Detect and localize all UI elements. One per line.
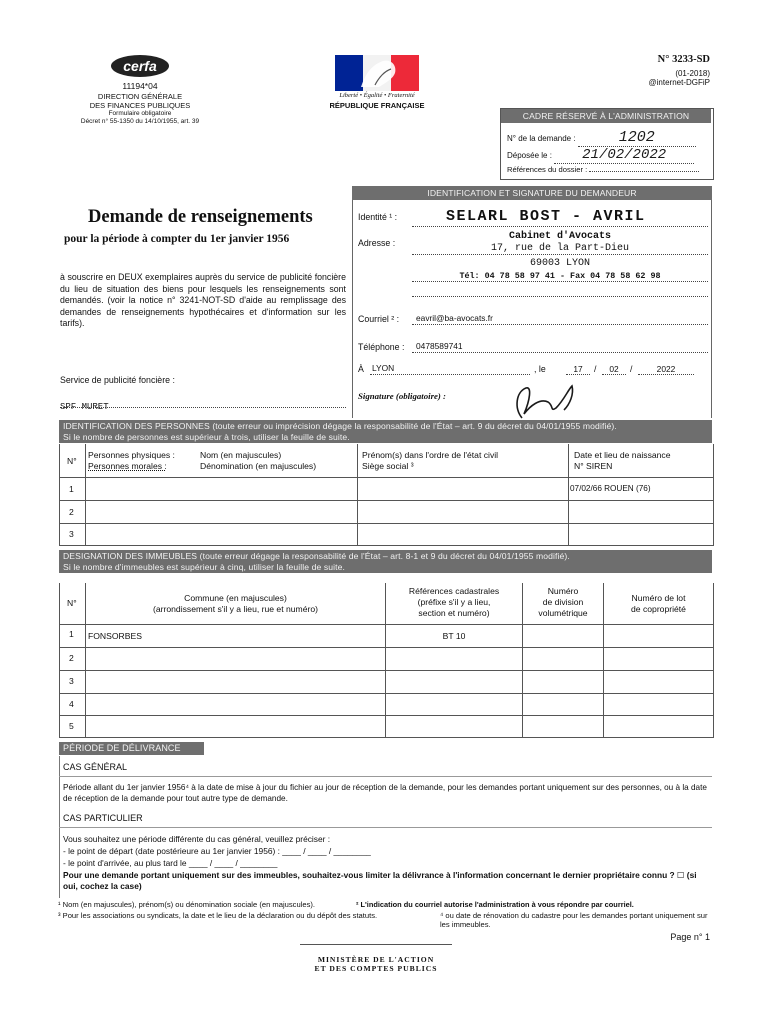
- date-sep-2: /: [630, 364, 633, 374]
- ministry-line-1: MINISTÈRE DE L'ACTION: [317, 955, 435, 964]
- service-field[interactable]: [60, 396, 346, 412]
- dernier-proprietaire-option[interactable]: Pour une demande portant uniquement sur des immeubles, souhaitez-vous limiter la délivrance à l'information concernant le dernier propriétaire connu ? ☐ (si oui, cochez la case): [63, 870, 697, 891]
- table-row: 1: [69, 484, 74, 494]
- courriel-label: Courriel ² :: [358, 314, 400, 324]
- footnote-3: ³ Pour les associations ou syndicats, la date et le lieu de la déclaration ou du dépôt des statuts.: [58, 911, 378, 920]
- immeubles-col-division-1: Numéro: [547, 586, 579, 596]
- marianne-logo: [335, 55, 419, 91]
- footnote-2: ² L'indication du courriel autorise l'administration à vous répondre par courriel.: [356, 900, 634, 909]
- periode-band: PÉRIODE DE DÉLIVRANCE: [59, 742, 204, 755]
- immeubles-col-commune-1: Commune (en majuscules): [184, 593, 287, 603]
- issuer-line-4: Décret n° 55-1350 du 14/10/1955, art. 39: [80, 118, 200, 125]
- motto: Liberté • Égalité • Fraternité: [339, 92, 415, 99]
- personnes-col-type-1: Personnes physiques :: [88, 450, 175, 460]
- cerfa-number: 11194*04: [122, 81, 158, 91]
- table-row: 3: [69, 676, 74, 686]
- description: à souscrire en DEUX exemplaires auprès du service de publicité foncière du lieu de situation des biens pour lesquels les renseignements sont demandés. (voir la notice n° 3241-NOT-SD d'aide au remplissage des demandes de renseignements hypothécaires et d'information sur les tarifs).: [60, 272, 346, 328]
- service-label: Service de publicité foncière :: [60, 375, 175, 385]
- immeubles-col-no: N°: [67, 598, 77, 608]
- issuer-line-2: DES FINANCES PUBLIQUES: [89, 101, 191, 110]
- date-prefix: , le: [534, 364, 546, 374]
- personnes-col-prenom-2: Siège social ³: [362, 461, 414, 471]
- cas-general-title: CAS GÉNÉRAL: [63, 762, 128, 772]
- immeubles-col-commune-2: (arrondissement s'il y a lieu, rue et numéro): [153, 604, 318, 614]
- date-sep-1: /: [594, 364, 597, 374]
- demandeur-band: IDENTIFICATION ET SIGNATURE DU DEMANDEUR: [352, 186, 712, 200]
- footnote-1: ¹ Nom (en majuscules), prénom(s) ou dénomination sociale (en majuscules).: [58, 900, 316, 909]
- immeubles-band: [59, 550, 712, 573]
- references-row: [507, 165, 707, 174]
- issuer-line-3: Formulaire obligatoire: [108, 110, 172, 117]
- deposee-label: Déposée le :: [507, 151, 552, 160]
- adresse-blank-line[interactable]: [412, 287, 708, 297]
- footer-rule: [300, 944, 452, 945]
- date-month[interactable]: 02: [602, 364, 626, 375]
- cerfa-logo-text: cerfa: [123, 58, 157, 74]
- deposee-row: [507, 147, 707, 164]
- immeubles-col-cadastre-1: Références cadastrales: [408, 586, 500, 596]
- immeubles-col-cadastre-2: (préfixe s'il y a lieu,: [417, 597, 491, 607]
- admin-box-title: CADRE RÉSERVÉ À L'ADMINISTRATION: [501, 109, 711, 123]
- cas-general-text: Période allant du 1er janvier 1956⁴ à la date de mise à jour du fichier au jour de réception de la demande, pour les demandes portant uniquement sur des personnes, ou à la date de réception de la demande pour tout autre type de demande.: [63, 783, 707, 803]
- form-source: @internet-DGFiP: [648, 78, 710, 87]
- demandeur-divider: [352, 200, 353, 418]
- immeubles-col-division-2: de division: [542, 597, 584, 607]
- immeuble-1-cadastre[interactable]: BT 10: [442, 631, 466, 641]
- table-row: 2: [69, 507, 74, 517]
- demande-field[interactable]: [578, 129, 696, 147]
- table-row: 1: [69, 629, 74, 639]
- lieu-value: LYON: [372, 363, 395, 373]
- telephone-value: 0478589741: [416, 341, 463, 351]
- immeuble-1-commune[interactable]: FONSORBES: [88, 631, 142, 641]
- cerfa-logo: [111, 55, 169, 77]
- lieu-field[interactable]: [370, 363, 530, 375]
- deposee-value: 21/02/2022: [582, 147, 667, 163]
- service-value: SPF MURET: [60, 402, 109, 412]
- personnes-table: [59, 444, 714, 546]
- date-day[interactable]: 17: [566, 364, 590, 375]
- demandeur-right-border: [711, 200, 712, 418]
- telephone-field[interactable]: [412, 341, 708, 353]
- main-subtitle-text: pour la période à compter du 1er janvier 1956: [64, 233, 290, 245]
- lieu-prefix: À: [358, 364, 364, 374]
- identite-label: Identité ¹ :: [358, 212, 398, 222]
- immeubles-table: [59, 583, 714, 738]
- references-label: Références du dossier :: [507, 165, 588, 174]
- adresse-line-1: Cabinet d'Avocats: [508, 231, 612, 242]
- telephone-label: Téléphone :: [358, 342, 405, 352]
- signature-label: Signature (obligatoire) :: [358, 391, 446, 401]
- table-row: 5: [69, 721, 74, 731]
- personnes-col-type-2: Personnes morales :: [88, 461, 167, 471]
- immeubles-col-cadastre-3: section et numéro): [418, 608, 490, 618]
- table-row: 2: [69, 653, 74, 663]
- form-number: N° 3233-SD: [657, 54, 710, 65]
- personne-1-naissance[interactable]: 07/02/66 ROUEN (76): [570, 484, 651, 493]
- main-title: Demande de renseignements: [88, 207, 313, 227]
- personnes-col-nom-2: Dénomination (en majuscules): [200, 461, 317, 471]
- admin-box: [500, 108, 714, 180]
- immeubles-band-line1: DESIGNATION DES IMMEUBLES (toute erreur dégage la responsabilité de l'État – art. 8-1 et 9 du décret du 04/01/1955 modifié).: [63, 551, 570, 561]
- table-row: 4: [69, 699, 74, 709]
- footnote-4: ⁴ ou date de rénovation du cadastre pour les demandes portant uniquement sur les immeubles.: [440, 911, 708, 929]
- immeubles-col-division-3: volumétrique: [538, 608, 588, 618]
- personnes-band-line2: Si le nombre de personnes est supérieur à trois, utiliser la feuille de suite.: [63, 432, 350, 442]
- cas-particulier-intro: Vous souhaitez une période différente du cas général, veuillez préciser :: [63, 834, 331, 844]
- cas-particulier-title: CAS PARTICULIER: [63, 813, 143, 823]
- table-row: 3: [69, 529, 74, 539]
- adresse-label: Adresse :: [358, 238, 396, 248]
- personnes-band-line1: IDENTIFICATION DES PERSONNES (toute erreur ou imprécision dégage la responsabilité de l'État – art. 9 du décret du 04/01/1955 modifié).: [63, 421, 617, 431]
- republic: RÉPUBLIQUE FRANÇAISE: [329, 101, 425, 110]
- immeubles-col-lot-2: de copropriété: [631, 604, 686, 614]
- date-year[interactable]: 2022: [638, 364, 694, 375]
- immeubles-col-lot-1: Numéro de lot: [631, 593, 686, 603]
- deposee-field[interactable]: [554, 147, 694, 164]
- immeubles-band-line2: Si le nombre d'immeubles est supérieur à cinq, utiliser la feuille de suite.: [63, 562, 345, 572]
- adresse-line-3: 69003 LYON: [529, 258, 590, 269]
- personnes-col-no: N°: [67, 456, 77, 466]
- page-number: Page n° 1: [670, 932, 710, 942]
- signature-image[interactable]: [500, 378, 590, 420]
- ministry-line-2: ET DES COMPTES PUBLICS: [314, 964, 438, 973]
- date-depart[interactable]: - le point de départ (date postérieure au 1er janvier 1956) : ____ / ____ / ________: [63, 846, 371, 856]
- personnes-col-naissance-1: Date et lieu de naissance: [574, 450, 671, 460]
- personnes-col-naissance-2: N° SIREN: [574, 461, 613, 471]
- demande-row: [507, 129, 707, 147]
- identite-field[interactable]: [412, 210, 708, 227]
- courriel-field[interactable]: [412, 313, 708, 325]
- adresse-line-4[interactable]: Tél: 04 78 58 97 41 - Fax 04 78 58 62 98: [412, 271, 708, 282]
- personnes-col-nom-1: Nom (en majuscules): [200, 450, 282, 460]
- demande-label: N° de la demande :: [507, 134, 576, 143]
- form-version: (01-2018): [675, 69, 710, 78]
- references-field[interactable]: [589, 171, 699, 172]
- courriel-value: eavril@ba-avocats.fr: [416, 313, 493, 323]
- main-subtitle: [64, 233, 354, 245]
- personnes-col-prenom-1: Prénom(s) dans l'ordre de l'état civil: [362, 450, 499, 460]
- personnes-band: [59, 420, 712, 443]
- issuer-line-1: DIRECTION GÉNÉRALE: [97, 92, 183, 101]
- adresse-line-2[interactable]: 17, rue de la Part-Dieu: [412, 243, 708, 255]
- identite-value: SELARL BOST - AVRIL: [446, 208, 646, 225]
- demande-value: 1202: [618, 129, 655, 146]
- date-arrivee[interactable]: - le point d'arrivée, au plus tard le ____ / ____ / ________: [63, 858, 278, 868]
